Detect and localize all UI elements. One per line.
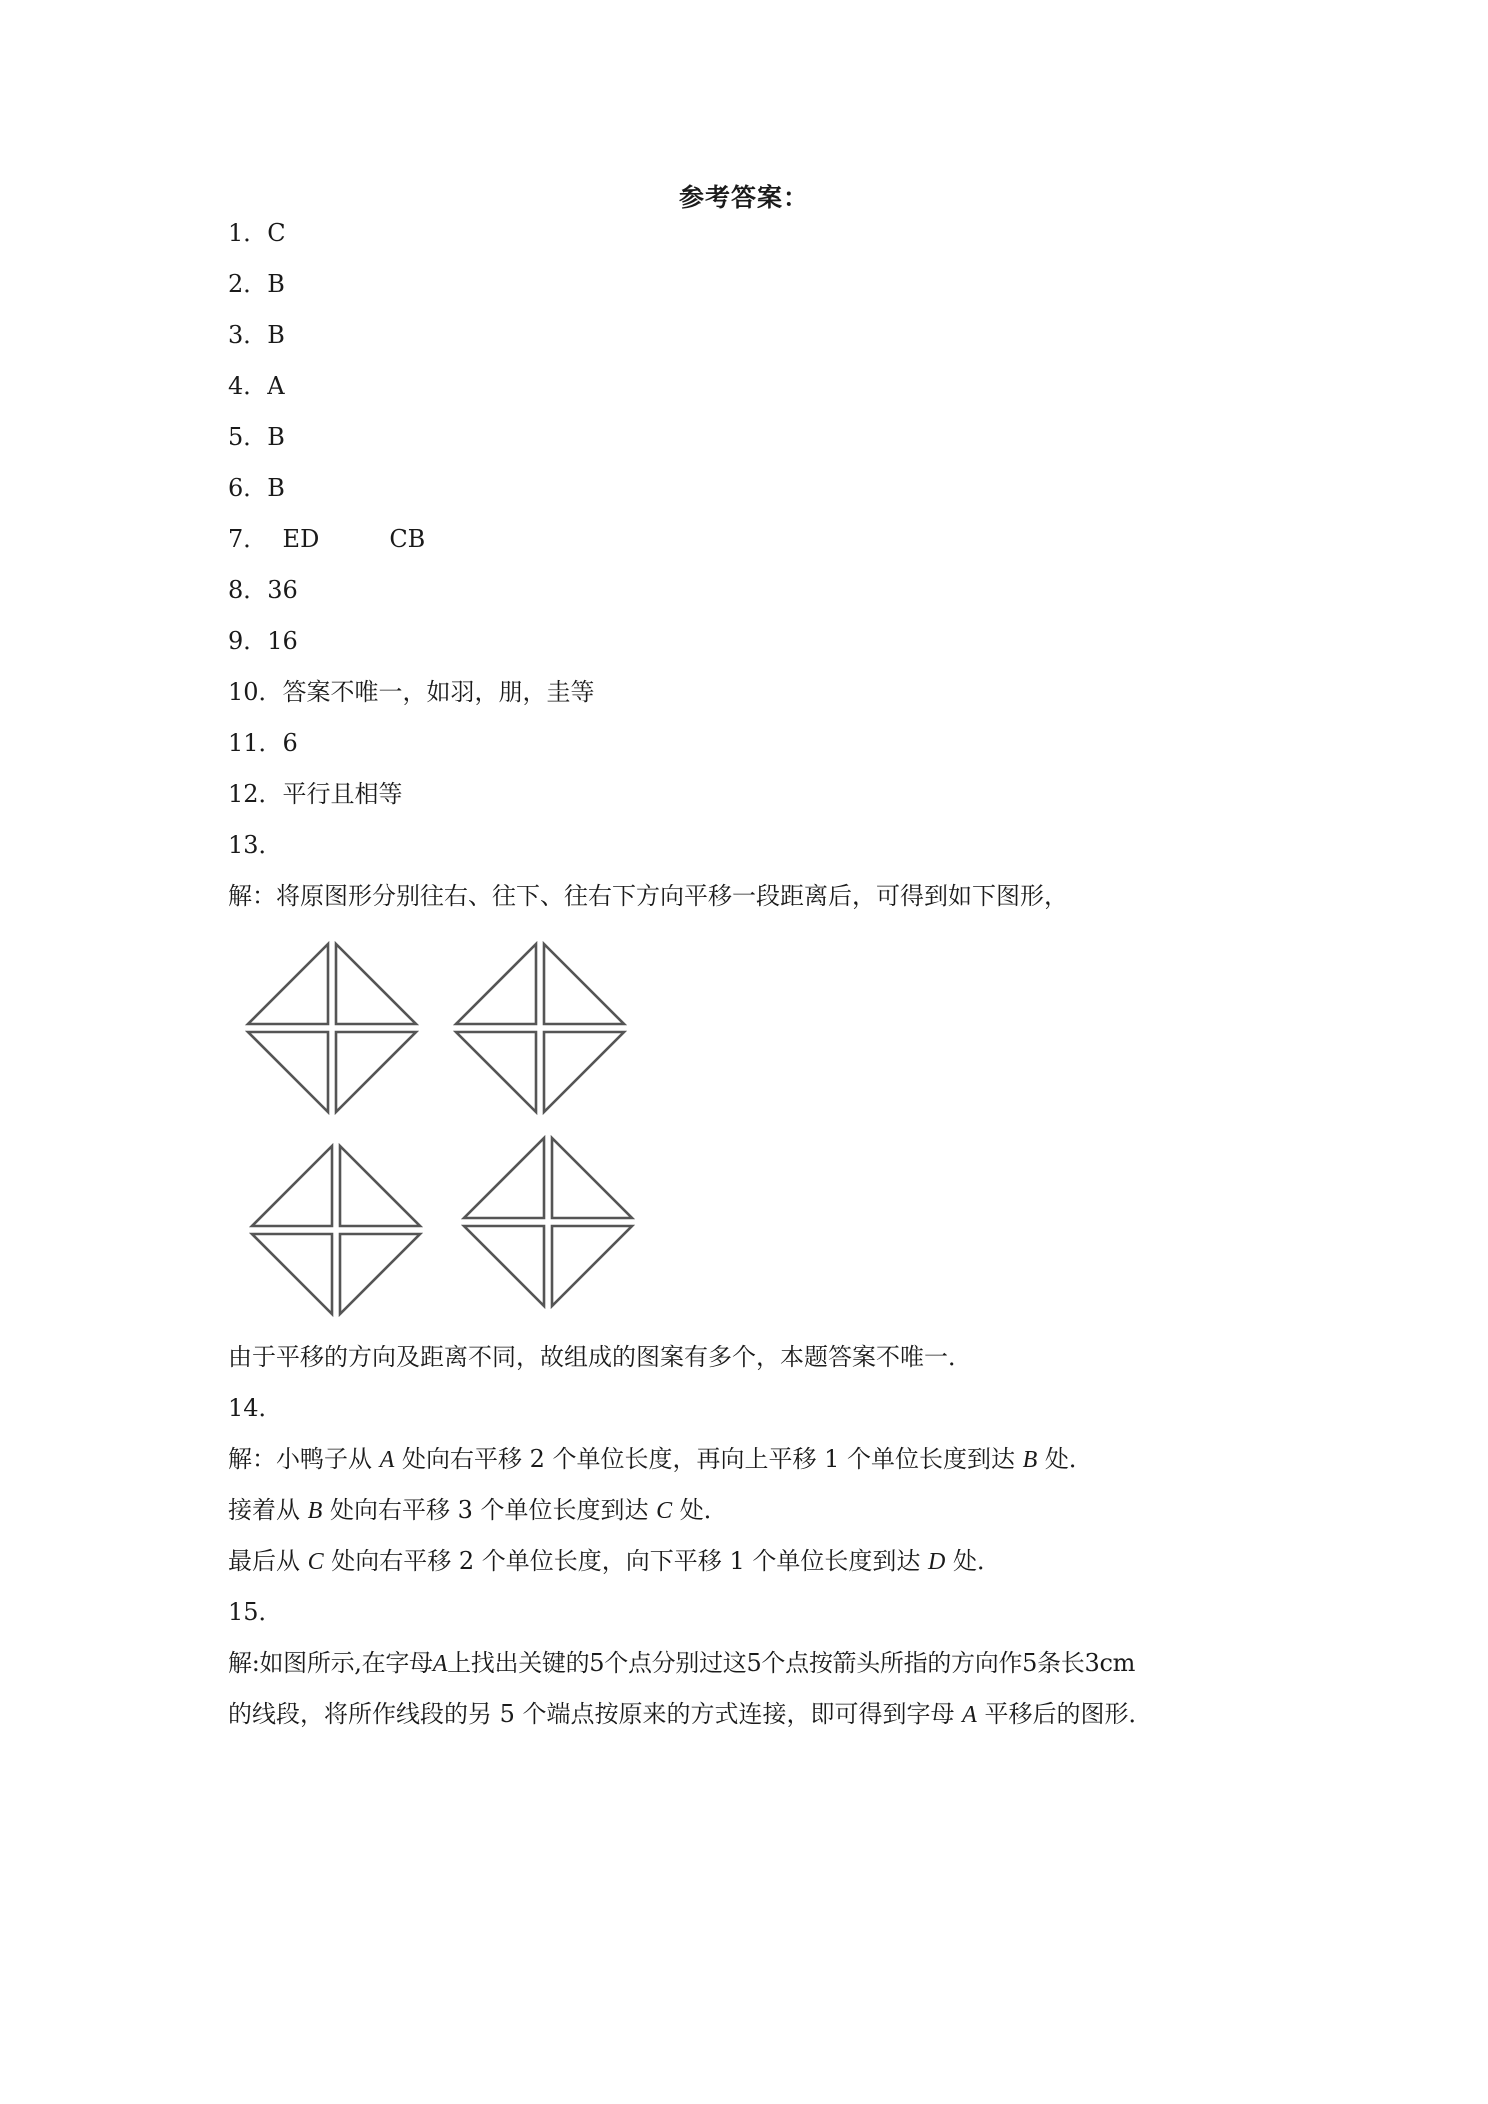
- answer-text: ED: [282, 525, 320, 553]
- triangle-upper-left: [252, 1146, 332, 1226]
- variable: B: [1022, 1447, 1038, 1473]
- answer-line-9: [228, 624, 298, 658]
- triangle-lower-right: [544, 1032, 624, 1112]
- q14-line-1: [228, 1442, 1093, 1477]
- answer-number: 1．: [228, 219, 268, 247]
- answer-line-8: [228, 573, 298, 607]
- answer-number: 10．: [228, 678, 283, 706]
- answer-line-12: [228, 777, 403, 811]
- answer-number: 9．: [228, 627, 268, 655]
- q13-conclusion: 由于平移的方向及距离不同，故组成的图案有多个，本题答案不唯一．: [228, 1343, 972, 1371]
- answer-text: B: [267, 270, 285, 298]
- q15-line-1: [228, 1646, 1135, 1681]
- answer-line-6: [228, 471, 285, 505]
- answer-line-2: [228, 267, 285, 301]
- variable: A: [379, 1447, 395, 1473]
- answer-number: 11．: [228, 729, 283, 757]
- answer-line-10: [228, 675, 595, 709]
- answer-line-4: [228, 369, 285, 403]
- answer-number: 12．: [228, 780, 283, 808]
- translated-shape-top-right: [452, 940, 628, 1116]
- answer-text: B: [267, 423, 285, 451]
- translated-shape-bottom-right: [460, 1134, 636, 1310]
- answer-line-7: [228, 522, 425, 556]
- triangle-upper-right: [336, 944, 416, 1024]
- triangle-cross-figure: [460, 1134, 636, 1310]
- triangle-upper-right: [340, 1146, 420, 1226]
- text-run: 解:如图所示,在字母: [228, 1649, 433, 1677]
- answer-text: A: [267, 372, 285, 400]
- answer-line-5: [228, 420, 285, 454]
- triangle-lower-left: [248, 1032, 328, 1112]
- variable: C: [307, 1549, 324, 1575]
- triangle-upper-right: [552, 1138, 632, 1218]
- q14-line-3: [228, 1544, 1001, 1579]
- translated-shape-bottom-left: [248, 1142, 424, 1318]
- answer-number: 2．: [228, 270, 268, 298]
- triangle-lower-right: [336, 1032, 416, 1112]
- page-title: 参考答案：: [678, 183, 809, 212]
- text-run: 解：小鸭子从: [228, 1445, 380, 1473]
- q15-number: 15．: [228, 1598, 283, 1626]
- triangle-lower-right: [552, 1226, 632, 1306]
- text-run: 处向右平移 3 个单位长度到达: [322, 1496, 657, 1524]
- triangle-cross-figure: [248, 1142, 424, 1318]
- triangle-cross-figure: [452, 940, 628, 1116]
- text-run: 处向右平移 2 个单位长度，向下平移 1 个单位长度到达: [323, 1547, 928, 1575]
- answer-text: 16: [267, 627, 298, 655]
- q13-solution: 解：将原图形分别往右、往下、往右下方向平移一段距离后，可得到如下图形，: [228, 882, 1068, 910]
- text-run: 处．: [945, 1547, 1001, 1575]
- triangle-cross-figure: [244, 940, 420, 1116]
- text-run: 上找出关键的5个点分别过这5个点按箭头所指的方向作5条长3cm: [447, 1649, 1136, 1677]
- text-run: 接着从: [228, 1496, 308, 1524]
- text-run: 最后从: [228, 1547, 308, 1575]
- text-run: 处．: [672, 1496, 728, 1524]
- answer-number: 13．: [228, 831, 283, 859]
- answer-line-13: [228, 828, 283, 862]
- answer-text: 答案不唯一，如羽，朋，圭等: [282, 678, 595, 706]
- text-run: 处向右平移 2 个单位长度，再向上平移 1 个单位长度到达: [394, 1445, 1023, 1473]
- triangle-lower-right: [340, 1234, 420, 1314]
- triangle-lower-left: [252, 1234, 332, 1314]
- answer-text: 6: [282, 729, 298, 757]
- answer-number: 3．: [228, 321, 268, 349]
- answer-number: 7．: [228, 525, 268, 553]
- triangle-lower-left: [456, 1032, 536, 1112]
- text-run: 的线段，将所作线段的另 5 个端点按原来的方式连接，即可得到字母: [228, 1700, 963, 1728]
- triangle-upper-left: [248, 944, 328, 1024]
- answer-number: 6．: [228, 474, 268, 502]
- variable: D: [927, 1549, 946, 1575]
- answer-text: B: [267, 321, 285, 349]
- answer-number: 4．: [228, 372, 268, 400]
- variable: C: [656, 1498, 673, 1524]
- triangle-upper-left: [456, 944, 536, 1024]
- triangle-upper-right: [544, 944, 624, 1024]
- text-run: 处．: [1037, 1445, 1093, 1473]
- translated-shape-top-left: [244, 940, 420, 1116]
- answer-text: C: [267, 219, 286, 247]
- answer-text: 平行且相等: [282, 780, 403, 808]
- answer-number: 8．: [228, 576, 268, 604]
- variable: A: [432, 1651, 448, 1677]
- answer-line-3: [228, 318, 285, 352]
- q14-number: 14．: [228, 1394, 283, 1422]
- answer-text: 36: [267, 576, 298, 604]
- triangle-upper-left: [464, 1138, 544, 1218]
- text-run: 平移后的图形．: [976, 1700, 1153, 1728]
- q14-line-2: [228, 1493, 728, 1528]
- variable: B: [307, 1498, 323, 1524]
- answer-text: B: [267, 474, 285, 502]
- answer-text-2: CB: [389, 525, 426, 553]
- q15-line-2: [228, 1697, 1152, 1732]
- answer-number: 5．: [228, 423, 268, 451]
- variable: A: [962, 1702, 977, 1728]
- answer-line-11: [228, 726, 298, 760]
- answer-line-1: [228, 216, 286, 250]
- triangle-lower-left: [464, 1226, 544, 1306]
